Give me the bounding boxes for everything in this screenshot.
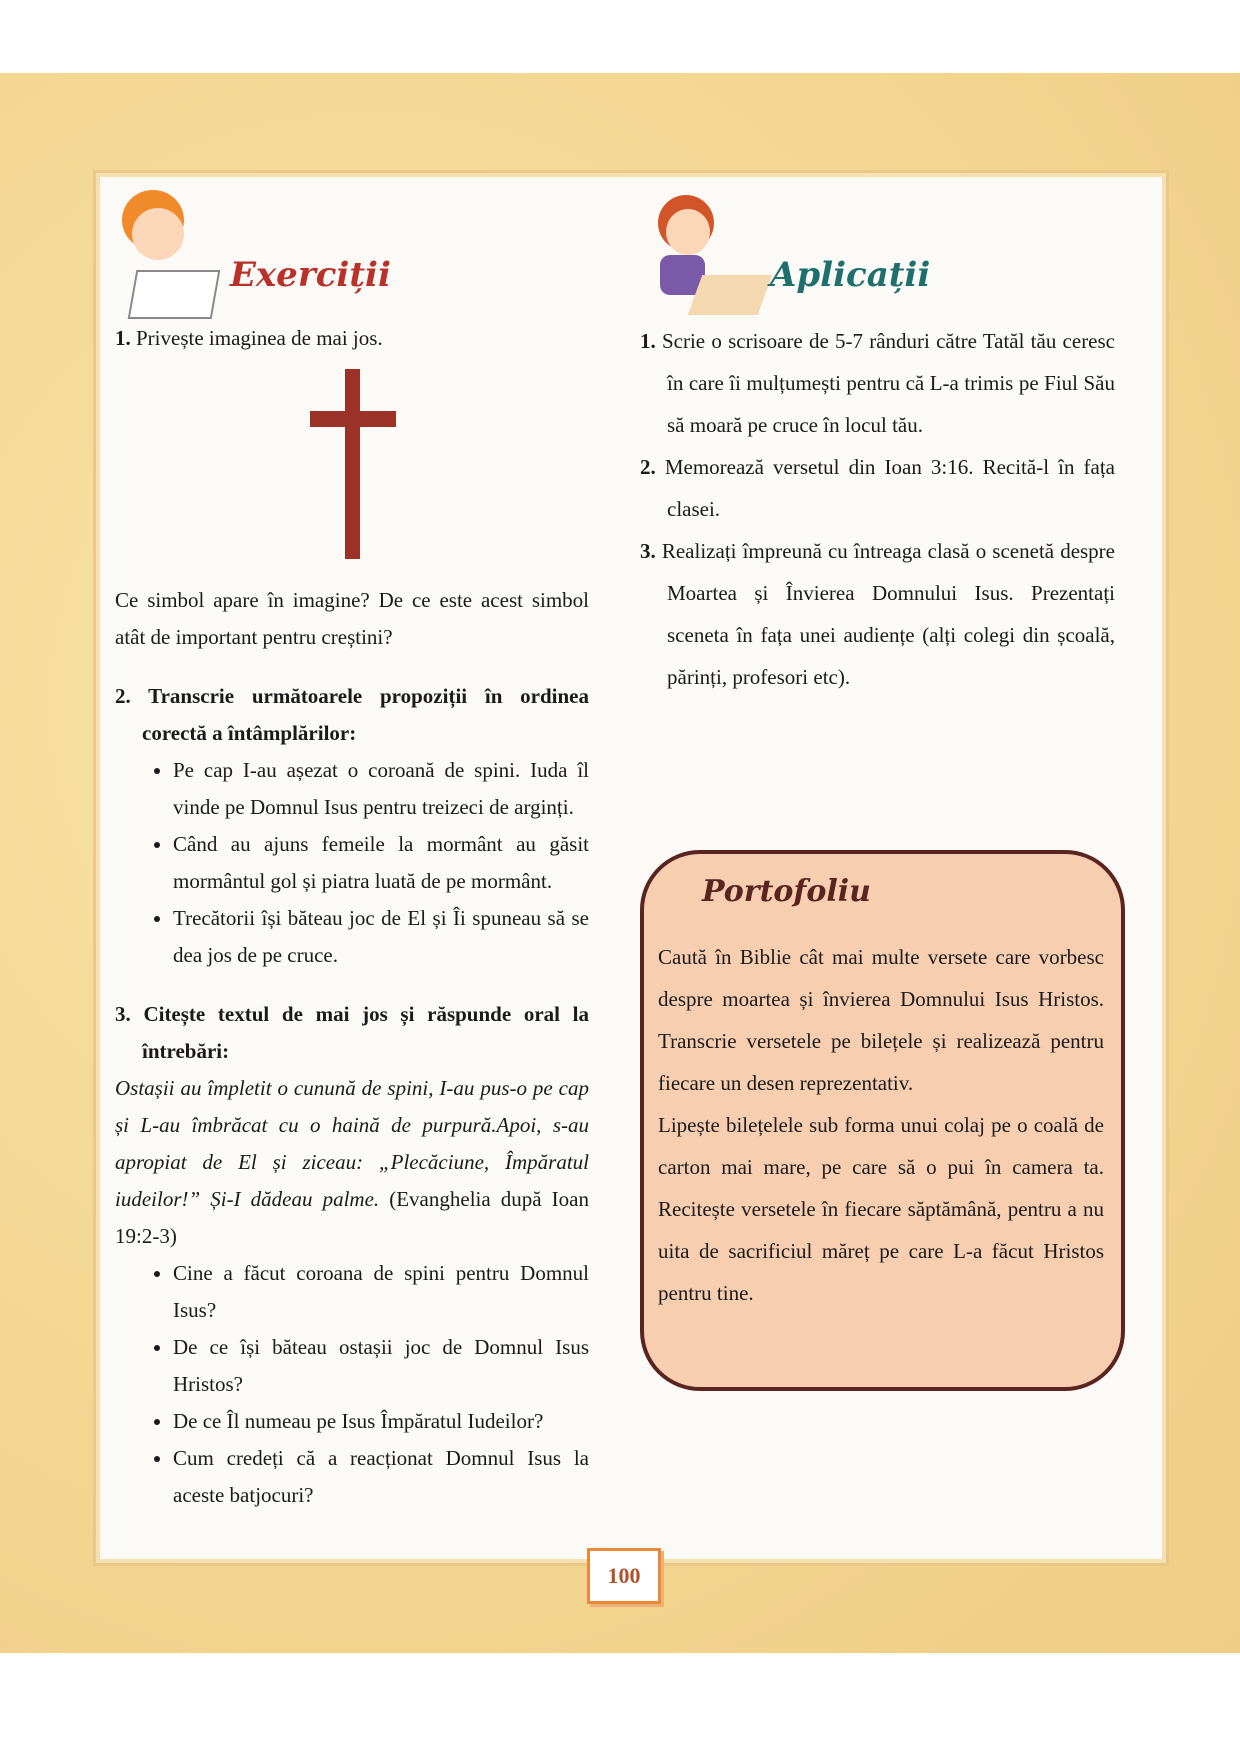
page-number: 100 [587, 1548, 661, 1604]
exercises-title: Exerciții [230, 255, 391, 295]
item-number: 1. [640, 329, 656, 353]
application-item [640, 530, 1115, 698]
item-number: 3. [640, 539, 656, 563]
item-number: 2. [640, 455, 656, 479]
item-text: Memorează versetul din Ioan 3:16. Recită-l în fața clasei. [664, 455, 1116, 521]
exercise-number: 1. [115, 326, 131, 350]
exercise-1 [115, 320, 589, 357]
list-item: • De ce Îl numeau pe Isus Împăratul Iudeilor? [173, 1403, 589, 1440]
applications-column [640, 320, 1115, 698]
exercise-2-list [115, 752, 589, 974]
girl-illustration [640, 195, 765, 325]
portfolio-box [640, 850, 1125, 1391]
applications-title: Aplicații [770, 255, 931, 295]
exercise-3 [115, 996, 589, 1070]
exercises-column [115, 320, 589, 1514]
quote-reference: (Evanghelia după Ioan 19:2-3) [115, 1187, 589, 1248]
exercise-number: 2. [115, 684, 131, 708]
portfolio-title: Portofoliu [702, 874, 871, 909]
exercise-text: Citește textul de mai jos și răspunde oral la întrebări: [142, 1002, 589, 1063]
bible-quote [115, 1070, 589, 1255]
list-item: • Cine a făcut coroana de spini pentru Domnul Isus? [173, 1255, 589, 1329]
list-item: • Când au ajuns femeile la mormânt au găsit mormântul gol și piatra luată de pe mormânt. [173, 826, 589, 900]
list-item: • Trecătorii își băteau joc de El și Îi spuneau să se dea jos de pe cruce. [173, 900, 589, 974]
item-text: Realizați împreună cu întreaga clasă o scenetă despre Moartea și Învierea Domnului Isus. Prezentați sceneta în fața unei audiențe (alți colegi din școală, părinți, profesori etc). [661, 539, 1115, 689]
portfolio-paragraph: Caută în Biblie cât mai multe versete care vorbesc despre moartea și învierea Domnului Isus Hristos. Transcrie versetele pe bilețele și realizează pentru fiecare un desen reprezentativ. [658, 945, 1104, 1095]
list-item: • Cum credeți că a reacționat Domnul Isus la aceste batjocuri? [173, 1440, 589, 1514]
exercise-3-list [115, 1255, 589, 1514]
item-text: Scrie o scrisoare de 5-7 rânduri către Tatăl tău ceresc în care îi mulțumești pentru că L-a trimis pe Fiul Său să moară pe cruce în locul tău. [661, 329, 1115, 437]
exercise-number: 3. [115, 1002, 131, 1026]
exercise-text: Privește imaginea de mai jos. [136, 326, 383, 350]
portfolio-body [658, 936, 1104, 1314]
portfolio-paragraph: Lipește bilețelele sub forma unui colaj pe o coală de carton mai mare, pe care să o pui în camera ta. Recitește versetele în fiecare săptămână, pentru a nu uita de sacrificiul măreț pe care L-a făcut Hristos pentru tine. [658, 1113, 1104, 1305]
application-item [640, 320, 1115, 446]
cross-image [115, 357, 589, 582]
list-item: • Pe cap I-au așezat o coroană de spini. Iuda îl vinde pe Domnul Isus pentru treizeci de arginți. [173, 752, 589, 826]
boy-illustration [112, 190, 212, 324]
list-item: • De ce își băteau ostașii joc de Domnul Isus Hristos? [173, 1329, 589, 1403]
application-item [640, 446, 1115, 530]
quote-text: Ostașii au împletit o cunună de spini, I-au pus-o pe cap și L-au îmbrăcat cu o haină de purpură.Apoi, s-au apropiat de El și ziceau: „Plecăciune, Împăratul iudeilor!” Și-I dădeau palme. [115, 1076, 589, 1211]
exercise-text: Transcrie următoarele propoziții în ordinea corectă a întâmplărilor: [142, 684, 589, 745]
exercise-2 [115, 678, 589, 752]
exercise-1-question: Ce simbol apare în imagine? De ce este acest simbol atât de important pentru creștini? [115, 588, 589, 649]
